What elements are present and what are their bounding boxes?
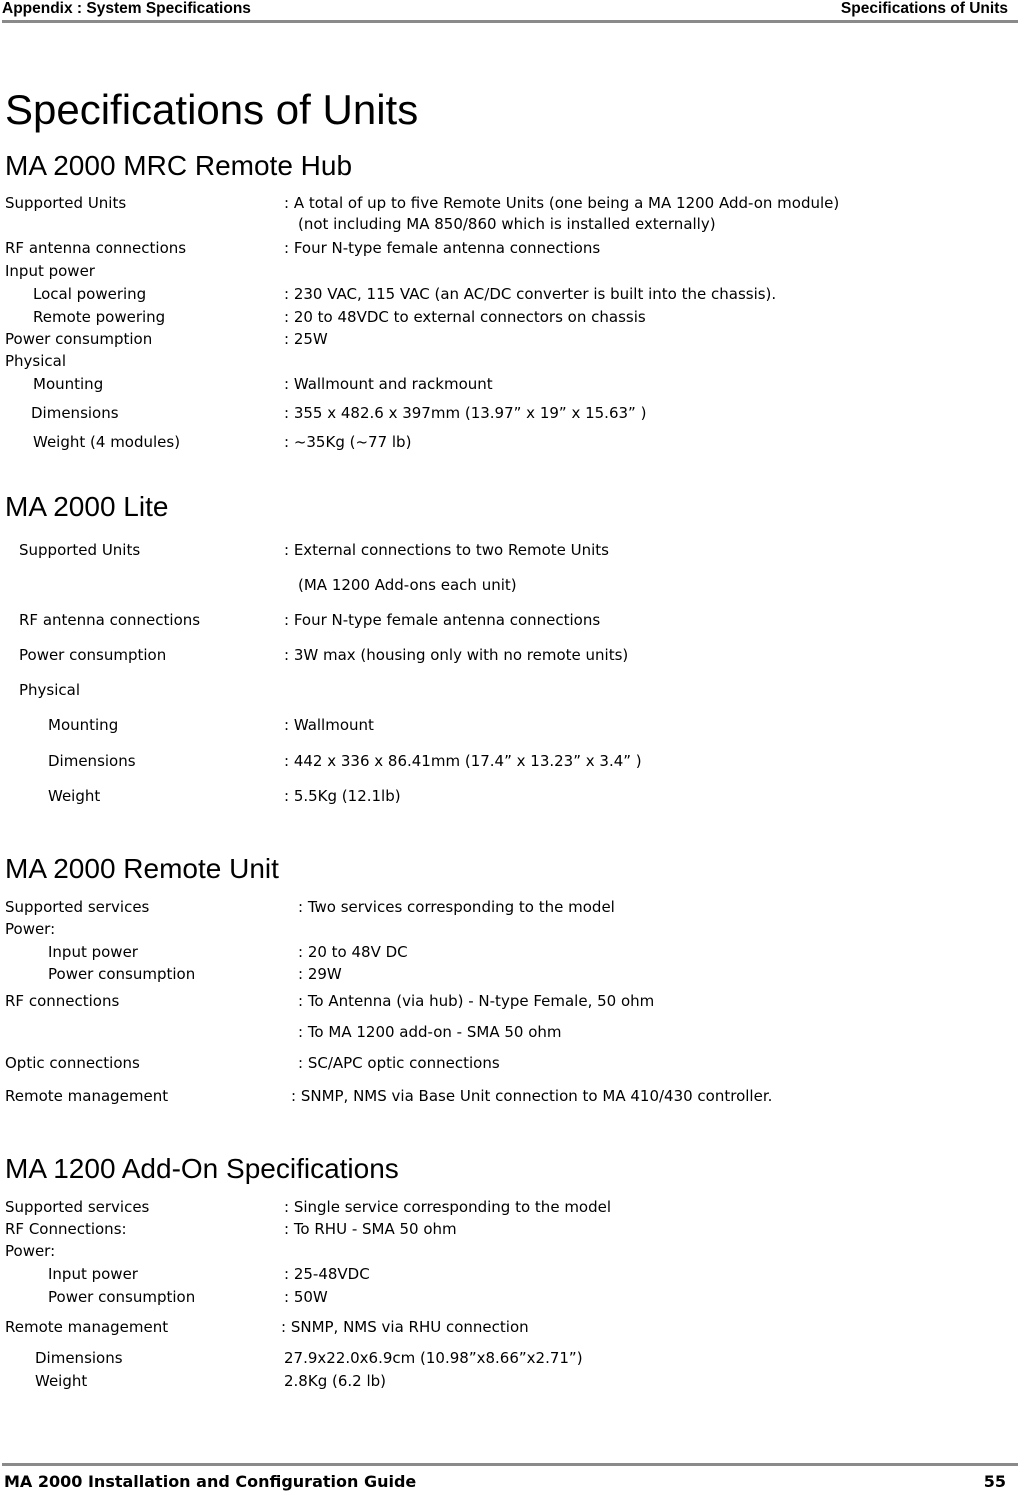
lite-mounting-label: Mounting	[48, 716, 119, 734]
header-page-title: Specifications of Units	[840, 0, 1008, 17]
footer-guide-title: MA 2000 Installation and Configuration Guide	[4, 1472, 417, 1491]
lite-supported-units-value-2: (MA 1200 Add-ons each unit)	[298, 576, 517, 594]
addon-mgmt-label: Remote management	[5, 1318, 169, 1336]
addon-weight-value: 2.8Kg (6.2 lb)	[284, 1372, 386, 1390]
ru-supported-services-value: : Two services corresponding to the model	[298, 898, 615, 916]
lite-dimensions-value: : 442 x 336 x 86.41mm (17.4” x 13.23” x 3.4” )	[284, 752, 642, 770]
addon-power-consumption-value: : 50W	[284, 1288, 328, 1306]
ru-rf-value-2: : To MA 1200 add-on - SMA 50 ohm	[298, 1023, 562, 1041]
addon-mgmt-value: : SNMP, NMS via RHU connection	[281, 1318, 529, 1336]
ru-input-power-label: Input power	[48, 943, 138, 961]
mrc-dimensions-label: Dimensions	[31, 404, 119, 422]
mrc-weight-value: : ~35Kg (~77 lb)	[284, 433, 412, 451]
ru-mgmt-label: Remote management	[5, 1087, 169, 1105]
mrc-supported-units-value: : A total of up to five Remote Units (one being a MA 1200 Add-on module)	[284, 194, 840, 212]
addon-dimensions-label: Dimensions	[35, 1349, 123, 1367]
mrc-mounting-label: Mounting	[33, 375, 104, 393]
mrc-physical-label: Physical	[5, 352, 67, 370]
ru-supported-services-label: Supported services	[5, 898, 150, 916]
ru-power-consumption-value: : 29W	[298, 965, 342, 983]
mrc-power-consumption-label: Power consumption	[5, 330, 153, 348]
addon-heading: MA 1200 Add-On Specifications	[5, 1153, 399, 1184]
addon-power-consumption-label: Power consumption	[48, 1288, 196, 1306]
lite-dimensions-label: Dimensions	[48, 752, 136, 770]
mrc-rf-value: : Four N-type female antenna connections	[284, 239, 601, 257]
addon-power-label: Power:	[5, 1242, 56, 1260]
ru-power-consumption-label: Power consumption	[48, 965, 196, 983]
addon-rf-label: RF Connections:	[5, 1220, 127, 1238]
mrc-rf-label: RF antenna connections	[5, 239, 187, 257]
mrc-input-power-label: Input power	[5, 262, 95, 280]
ru-rf-label: RF connections	[5, 992, 120, 1010]
mrc-supported-units-value-2: (not including MA 850/860 which is installed externally)	[298, 215, 716, 233]
mrc-supported-units-label: Supported Units	[5, 194, 127, 212]
lite-heading: MA 2000 Lite	[5, 491, 169, 522]
lite-rf-label: RF antenna connections	[19, 611, 201, 629]
ru-input-power-value: : 20 to 48V DC	[298, 943, 408, 961]
lite-rf-value: : Four N-type female antenna connections	[284, 611, 601, 629]
lite-physical-label: Physical	[19, 681, 81, 699]
ru-power-label: Power:	[5, 920, 56, 938]
lite-weight-label: Weight	[48, 787, 101, 805]
page-number: 55	[983, 1472, 1006, 1491]
ru-mgmt-value: : SNMP, NMS via Base Unit connection to MA 410/430 controller.	[291, 1087, 773, 1105]
lite-supported-units-value: : External connections to two Remote Units	[284, 541, 609, 559]
addon-input-power-label: Input power	[48, 1265, 138, 1283]
mrc-weight-label: Weight (4 modules)	[33, 433, 181, 451]
mrc-remote-value: : 20 to 48VDC to external connectors on chassis	[284, 308, 646, 326]
lite-mounting-value: : Wallmount	[284, 716, 374, 734]
addon-weight-label: Weight	[35, 1372, 88, 1390]
addon-input-power-value: : 25-48VDC	[284, 1265, 370, 1283]
lite-supported-units-label: Supported Units	[19, 541, 141, 559]
mrc-local-label: Local powering	[33, 285, 147, 303]
mrc-dimensions-value: : 355 x 482.6 x 397mm (13.97” x 19” x 15.63” )	[284, 404, 647, 422]
mrc-power-consumption-value: : 25W	[284, 330, 328, 348]
remote-unit-heading: MA 2000 Remote Unit	[5, 853, 279, 884]
ru-optic-value: : SC/APC optic connections	[298, 1054, 500, 1072]
mrc-heading: MA 2000 MRC Remote Hub	[5, 150, 353, 181]
header-section-title: Appendix : System Specifications	[2, 0, 251, 17]
mrc-remote-label: Remote powering	[33, 308, 166, 326]
mrc-mounting-value: : Wallmount and rackmount	[284, 375, 493, 393]
lite-power-consumption-label: Power consumption	[19, 646, 167, 664]
ru-optic-label: Optic connections	[5, 1054, 140, 1072]
lite-weight-value: : 5.5Kg (12.1lb)	[284, 787, 401, 805]
ru-rf-value: : To Antenna (via hub) - N-type Female, 50 ohm	[298, 992, 655, 1010]
addon-rf-value: : To RHU - SMA 50 ohm	[284, 1220, 457, 1238]
lite-power-consumption-value: : 3W max (housing only with no remote units)	[284, 646, 629, 664]
addon-supported-services-value: : Single service corresponding to the model	[284, 1198, 612, 1216]
addon-dimensions-value: 27.9x22.0x6.9cm (10.98”x8.66”x2.71”)	[284, 1349, 583, 1367]
page-header	[2, 0, 1018, 23]
page-footer	[2, 1463, 1018, 1498]
addon-supported-services-label: Supported services	[5, 1198, 150, 1216]
mrc-local-value: : 230 VAC, 115 VAC (an AC/DC converter is built into the chassis).	[284, 285, 777, 303]
page-title: Specifications of Units	[5, 86, 419, 133]
